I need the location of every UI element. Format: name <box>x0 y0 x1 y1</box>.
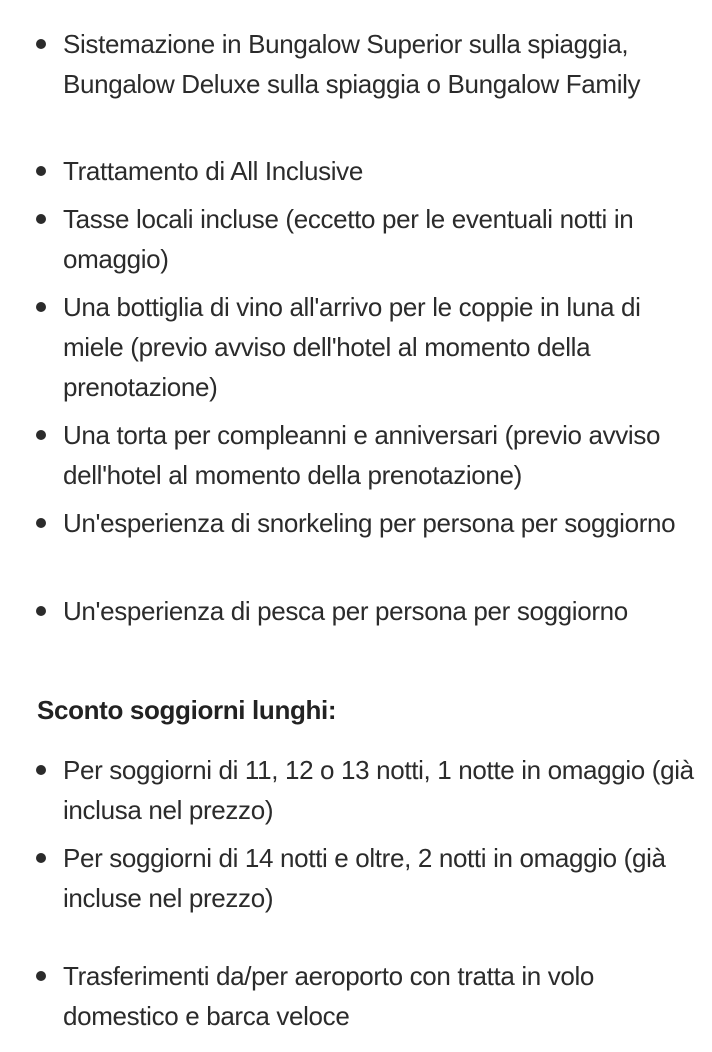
list-item <box>0 199 712 279</box>
bullet-icon <box>36 430 46 440</box>
bullet-icon <box>36 853 46 863</box>
inclusions-list <box>0 24 712 671</box>
list-item <box>0 151 712 191</box>
list-item <box>0 838 712 918</box>
list-item <box>0 750 712 830</box>
bullet-icon <box>36 39 46 49</box>
bullet-icon <box>36 214 46 224</box>
list-item <box>0 591 712 671</box>
bullet-icon <box>36 971 46 981</box>
list-item <box>0 24 712 144</box>
list-item <box>0 287 712 407</box>
list-item-text: Tasse locali incluse (eccetto per le eventuali notti in omaggio) <box>63 204 634 274</box>
list-item <box>0 956 712 1036</box>
long-stay-heading: Sconto soggiorni lunghi: <box>37 695 337 725</box>
bullet-icon <box>36 765 46 775</box>
bullet-icon <box>36 606 46 616</box>
list-item-text: Trasferimenti da/per aeroporto con tratta in volo domestico e barca veloce <box>63 961 595 1031</box>
list-item-text: Sistemazione in Bungalow Superior sulla spiaggia, Bungalow Deluxe sulla spiaggia o Bungalow Family <box>63 29 641 99</box>
bullet-icon <box>36 302 46 312</box>
list-item-text: Una torta per compleanni e anniversari (previo avviso dell'hotel al momento della prenotazione) <box>63 420 661 490</box>
list-item <box>0 503 712 583</box>
long-stay-list <box>0 750 712 918</box>
list-item-text: Trattamento di All Inclusive <box>63 156 363 186</box>
list-item-text: Per soggiorni di 14 notti e oltre, 2 notti in omaggio (già incluse nel prezzo) <box>63 843 666 913</box>
list-item-text: Un'esperienza di pesca per persona per soggiorno <box>63 596 628 626</box>
list-item-text: Una bottiglia di vino all'arrivo per le coppie in luna di miele (previo avviso dell'hotel al momento della prenotazione) <box>63 292 641 402</box>
bullet-icon <box>36 518 46 528</box>
bullet-icon <box>36 166 46 176</box>
list-item-text: Per soggiorni di 11, 12 o 13 notti, 1 notte in omaggio (già inclusa nel prezzo) <box>63 755 694 825</box>
list-item-text: Un'esperienza di snorkeling per persona per soggiorno <box>63 508 676 538</box>
transfers-list <box>0 956 712 1036</box>
list-item <box>0 415 712 495</box>
